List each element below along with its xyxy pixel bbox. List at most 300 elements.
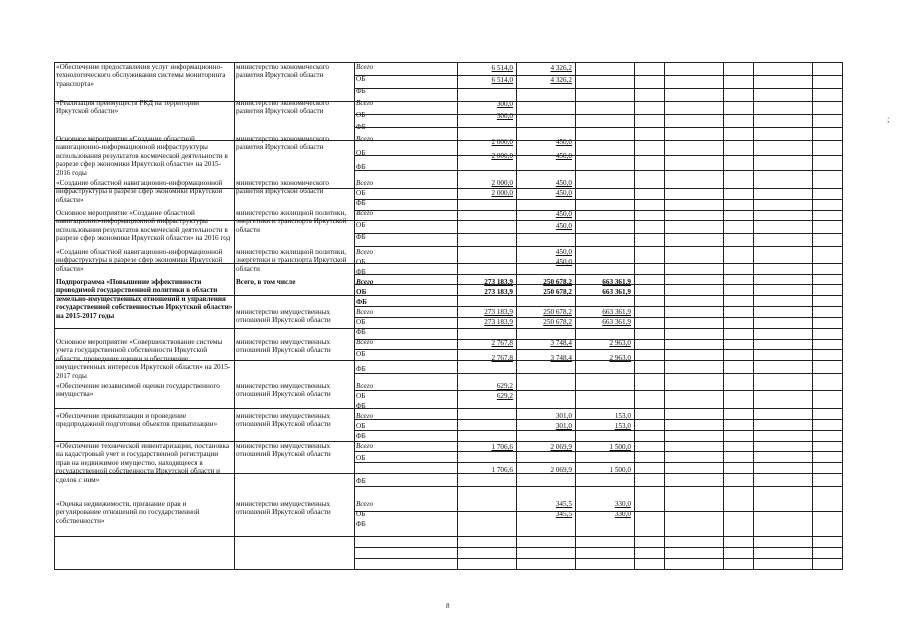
value-cell xyxy=(635,419,665,430)
executor-name: министерство жилищной политики, энергетики и транспорта Иркутской области xyxy=(236,209,347,234)
value-cell xyxy=(813,102,843,115)
value-cell xyxy=(635,547,665,558)
value-cell xyxy=(754,263,813,274)
value-cell xyxy=(458,547,517,558)
value-cell xyxy=(665,409,724,420)
value-cell xyxy=(576,474,635,487)
funding-source: ОБ xyxy=(356,111,366,119)
name-cell xyxy=(55,537,235,570)
value-cell xyxy=(517,558,576,569)
value-cell xyxy=(813,247,843,263)
value-cell xyxy=(754,558,813,569)
activity-name: «Создание областной навигационно-информационной инфраструктуры в разрезе сфер экономики Иркутской области» xyxy=(56,248,223,273)
value-cell xyxy=(754,409,813,420)
value-cell xyxy=(635,558,665,569)
executor-name: министерство экономического развития Иркутской области xyxy=(236,99,330,116)
value-cell xyxy=(813,221,843,234)
value-cell xyxy=(754,474,813,487)
value-cell xyxy=(458,210,517,221)
value-cell xyxy=(724,274,754,285)
value-cell xyxy=(576,558,635,569)
value-cell xyxy=(665,210,724,221)
value-cell xyxy=(724,361,754,374)
value-cell xyxy=(665,171,724,188)
value-cell xyxy=(665,188,724,199)
source-cell xyxy=(355,558,458,569)
value-cell xyxy=(665,463,724,474)
value-cell xyxy=(458,409,517,420)
amount-value: 250 678,2 xyxy=(543,308,572,316)
value-cell xyxy=(665,390,724,408)
value-cell xyxy=(458,452,517,463)
value-cell xyxy=(813,512,843,537)
amount-value: 153,0 xyxy=(614,422,631,430)
amount-value: 2 000,0 xyxy=(491,189,513,197)
value-cell xyxy=(724,199,754,210)
amount-value: 250 678,2 xyxy=(543,288,572,296)
value-cell xyxy=(724,102,754,115)
funding-source: Всего xyxy=(356,500,374,508)
value-cell xyxy=(665,328,724,339)
value-cell xyxy=(665,115,724,128)
amount-value: 450,0 xyxy=(555,258,572,266)
value-cell xyxy=(754,307,813,318)
value-cell xyxy=(813,463,843,474)
value-cell xyxy=(724,285,754,296)
funding-source: ОБ xyxy=(356,288,367,296)
amount-value: 450,0 xyxy=(555,138,572,146)
funding-source: ФБ xyxy=(356,233,366,241)
value-cell xyxy=(724,89,754,102)
value-cell xyxy=(635,328,665,339)
value-cell xyxy=(458,558,517,569)
funding-source: ОБ xyxy=(356,149,366,157)
executor-name: министерство экономического развития Иркутской области xyxy=(236,179,330,196)
activity-name: Основное мероприятие «Совершенствование системы учета государственной собственности Иркутской области, проведение оценки и обеспечение имущественных интересов Иркутской области» на 2015-2017 годы xyxy=(56,338,231,380)
value-cell xyxy=(635,430,665,441)
value-cell xyxy=(576,102,635,115)
funding-source: ОБ xyxy=(356,221,366,229)
value-cell xyxy=(754,296,813,307)
value-cell xyxy=(665,102,724,115)
value-cell xyxy=(665,234,724,247)
executor-name: министерство имущественных отношений Иркутской области xyxy=(236,500,331,517)
value-cell xyxy=(754,234,813,247)
value-cell xyxy=(813,339,843,350)
activity-name: «Обеспечение независимой оценки государственного имущества» xyxy=(56,382,220,399)
amount-value: 2 069,9 xyxy=(550,466,572,474)
value-cell xyxy=(576,234,635,247)
amount-value: 1 706,6 xyxy=(491,466,513,474)
value-cell xyxy=(458,361,517,374)
amount-value: 450,0 xyxy=(555,210,572,218)
value-cell xyxy=(576,76,635,89)
funding-source: Всего xyxy=(356,63,374,71)
value-cell xyxy=(724,452,754,463)
value-cell xyxy=(724,328,754,339)
amount-value: 273 183,9 xyxy=(484,288,513,296)
value-cell xyxy=(813,296,843,307)
value-cell xyxy=(665,247,724,263)
value-cell xyxy=(665,361,724,374)
page-number: 8 xyxy=(446,602,450,610)
value-cell xyxy=(635,234,665,247)
value-cell xyxy=(724,487,754,512)
value-cell xyxy=(724,188,754,199)
value-cell xyxy=(724,317,754,328)
value-cell xyxy=(635,487,665,512)
amount-value: 450,0 xyxy=(555,152,572,160)
value-cell xyxy=(665,558,724,569)
value-cell xyxy=(576,328,635,339)
value-cell xyxy=(665,199,724,210)
value-cell xyxy=(813,63,843,76)
value-cell xyxy=(754,156,813,171)
source-cell xyxy=(355,537,458,548)
value-cell xyxy=(576,156,635,171)
value-cell xyxy=(724,558,754,569)
value-cell xyxy=(517,328,576,339)
amount-value: 2 000,0 xyxy=(491,138,513,146)
amount-value: 6 514,0 xyxy=(491,64,513,72)
activity-name: «Обеспечение приватизации и проведение предпродажной подготовки объектов приватизации» xyxy=(56,412,218,429)
value-cell xyxy=(724,115,754,128)
value-cell xyxy=(813,285,843,296)
activity-name: «Обеспечение технической инвентаризации, постановка на кадастровый учет и государственной регистрации прав на недвижимое имущество, находящееся в государственной собственности Иркутской области и сделок с ним» xyxy=(56,442,230,484)
value-cell xyxy=(576,171,635,188)
value-cell xyxy=(458,247,517,263)
value-cell xyxy=(635,156,665,171)
value-cell xyxy=(724,234,754,247)
amount-value: 301,0 xyxy=(555,412,572,420)
executor-name: министерство имущественных отношений Иркутской области xyxy=(236,412,331,429)
amount-value: 1 706,6 xyxy=(491,443,513,451)
value-cell xyxy=(635,285,665,296)
value-cell xyxy=(635,63,665,76)
value-cell xyxy=(458,263,517,274)
value-cell xyxy=(813,141,843,156)
amount-value: 330,0 xyxy=(614,510,631,518)
value-cell xyxy=(754,487,813,512)
value-cell xyxy=(665,374,724,390)
funding-source: ФБ xyxy=(356,123,366,131)
value-cell xyxy=(576,199,635,210)
funding-source: ОБ xyxy=(356,392,366,400)
value-cell xyxy=(813,274,843,285)
value-cell xyxy=(754,419,813,430)
value-cell xyxy=(458,487,517,512)
source-cell xyxy=(355,547,458,558)
value-cell xyxy=(576,537,635,548)
value-cell xyxy=(458,296,517,307)
amount-value: 629,2 xyxy=(496,392,513,400)
value-cell xyxy=(724,156,754,171)
value-cell xyxy=(517,374,576,390)
value-cell xyxy=(754,199,813,210)
funding-source: ОБ xyxy=(356,422,366,430)
amount-value: 301,0 xyxy=(555,422,572,430)
value-cell xyxy=(724,512,754,537)
value-cell xyxy=(754,390,813,408)
source-cell xyxy=(355,463,458,474)
funding-source: ФБ xyxy=(356,402,366,410)
value-cell xyxy=(724,474,754,487)
amount-value: 4 326,2 xyxy=(550,64,572,72)
value-cell xyxy=(813,307,843,318)
amount-value: 450,0 xyxy=(555,248,572,256)
value-cell xyxy=(576,452,635,463)
value-cell xyxy=(813,430,843,441)
amount-value: 273 183,9 xyxy=(484,318,513,326)
value-cell xyxy=(517,296,576,307)
value-cell xyxy=(724,409,754,420)
value-cell xyxy=(813,441,843,452)
value-cell xyxy=(754,188,813,199)
value-cell xyxy=(754,63,813,76)
value-cell xyxy=(635,317,665,328)
value-cell xyxy=(754,512,813,537)
value-cell xyxy=(724,247,754,263)
value-cell xyxy=(517,474,576,487)
value-cell xyxy=(665,141,724,156)
amount-value: 345,5 xyxy=(555,500,572,508)
value-cell xyxy=(635,374,665,390)
amount-value: 6 514,0 xyxy=(491,76,513,84)
value-cell xyxy=(754,247,813,263)
funding-source: Всего xyxy=(356,209,374,217)
value-cell xyxy=(635,441,665,452)
amount-value: 330,0 xyxy=(614,500,631,508)
funding-source: ФБ xyxy=(356,432,366,440)
funding-source: ФБ xyxy=(356,477,366,485)
funding-source: Всего xyxy=(356,99,374,107)
value-cell xyxy=(813,390,843,408)
value-cell xyxy=(813,317,843,328)
amount-value: 153,0 xyxy=(614,412,631,420)
executor-name: министерство имущественных отношений Иркутской области xyxy=(236,308,331,325)
funding-source: Всего xyxy=(356,278,374,286)
value-cell xyxy=(754,76,813,89)
value-cell xyxy=(813,115,843,128)
value-cell xyxy=(724,307,754,318)
funding-source: Всего xyxy=(356,179,374,187)
value-cell xyxy=(635,141,665,156)
value-cell xyxy=(635,274,665,285)
value-cell xyxy=(517,102,576,115)
value-cell xyxy=(458,328,517,339)
activity-name: Основное мероприятие «Создание областной навигационно-информационной инфраструктуры использования результатов космической деятельности в разрезе сфер экономики Иркутской области» на 2015-2016 годы xyxy=(56,135,228,177)
funding-source: ФБ xyxy=(356,199,366,207)
amount-value: 2 767,8 xyxy=(491,354,513,362)
value-cell xyxy=(813,199,843,210)
value-cell xyxy=(635,263,665,274)
value-cell xyxy=(458,234,517,247)
value-cell xyxy=(724,374,754,390)
amount-value: 3 748,4 xyxy=(550,339,572,347)
value-cell xyxy=(754,102,813,115)
value-cell xyxy=(665,296,724,307)
funding-source: Всего xyxy=(356,338,374,346)
amount-value: 273 183,9 xyxy=(484,308,513,316)
value-cell xyxy=(576,141,635,156)
value-cell xyxy=(576,210,635,221)
value-cell xyxy=(635,307,665,318)
value-cell xyxy=(576,374,635,390)
value-cell xyxy=(576,247,635,263)
value-cell xyxy=(458,512,517,537)
value-cell xyxy=(754,463,813,474)
value-cell xyxy=(458,537,517,548)
value-cell xyxy=(635,296,665,307)
amount-value: 450,0 xyxy=(555,189,572,197)
funding-source: ФБ xyxy=(356,87,366,95)
value-cell xyxy=(665,419,724,430)
value-cell xyxy=(576,128,635,141)
value-cell xyxy=(813,487,843,512)
activity-name: Подпрограмма «Повышение эффективности проводимой государственной политики в области земельно-имущественных отношений и управления государственной собственностью Иркутской области» на 2015-2017 годы xyxy=(56,278,233,320)
funding-source: Всего xyxy=(356,442,374,450)
value-cell xyxy=(635,390,665,408)
value-cell xyxy=(724,263,754,274)
value-cell xyxy=(635,537,665,548)
executor-name: министерство имущественных отношений Иркутской области xyxy=(236,338,331,355)
amount-value: 2 963,0 xyxy=(609,339,631,347)
amount-value: 273 183,9 xyxy=(484,278,513,286)
value-cell xyxy=(517,390,576,408)
value-cell xyxy=(576,89,635,102)
value-cell xyxy=(813,537,843,548)
value-cell xyxy=(724,296,754,307)
value-cell xyxy=(754,339,813,350)
amount-value: 4 326,2 xyxy=(550,76,572,84)
value-cell xyxy=(754,452,813,463)
amount-value: 300,0 xyxy=(496,100,513,108)
value-cell xyxy=(813,474,843,487)
value-cell xyxy=(665,221,724,234)
amount-value: 1 500,0 xyxy=(609,443,631,451)
value-cell xyxy=(813,419,843,430)
amount-value: 663 361,9 xyxy=(602,288,631,296)
value-cell xyxy=(813,361,843,374)
value-cell xyxy=(813,547,843,558)
value-cell xyxy=(754,285,813,296)
value-cell xyxy=(635,339,665,350)
value-cell xyxy=(813,171,843,188)
funding-source: ОБ xyxy=(356,510,366,518)
amount-value: 3 748,4 xyxy=(550,354,572,362)
value-cell xyxy=(724,390,754,408)
value-cell xyxy=(724,63,754,76)
amount-value: 300,0 xyxy=(496,112,513,120)
value-cell xyxy=(813,210,843,221)
funding-source: Всего xyxy=(356,248,374,256)
value-cell xyxy=(635,76,665,89)
value-cell xyxy=(576,361,635,374)
value-cell xyxy=(813,350,843,361)
value-cell xyxy=(754,361,813,374)
value-cell xyxy=(665,156,724,171)
amount-value: 2 767,8 xyxy=(491,339,513,347)
value-cell xyxy=(517,89,576,102)
executor-name: министерство жилищной политики, энергетики и транспорта Иркутской области xyxy=(236,248,347,273)
value-cell xyxy=(813,89,843,102)
value-cell xyxy=(724,339,754,350)
value-cell xyxy=(517,199,576,210)
value-cell xyxy=(635,128,665,141)
value-cell xyxy=(813,558,843,569)
value-cell xyxy=(665,430,724,441)
value-cell xyxy=(517,115,576,128)
funding-source: Всего xyxy=(356,308,374,316)
value-cell xyxy=(576,547,635,558)
executor-name: министерство экономического развития Иркутской области xyxy=(236,63,330,80)
value-cell xyxy=(754,171,813,188)
funding-source: ОБ xyxy=(356,454,366,462)
executor-cell xyxy=(235,537,355,570)
value-cell xyxy=(665,339,724,350)
value-cell xyxy=(754,274,813,285)
value-cell xyxy=(458,430,517,441)
funding-source: ОБ xyxy=(356,189,366,197)
value-cell xyxy=(665,63,724,76)
value-cell xyxy=(458,221,517,234)
value-cell xyxy=(754,430,813,441)
value-cell xyxy=(724,463,754,474)
value-cell xyxy=(665,89,724,102)
value-cell xyxy=(665,487,724,512)
amount-value: 345,5 xyxy=(555,510,572,518)
value-cell xyxy=(635,350,665,361)
value-cell xyxy=(724,141,754,156)
amount-value: 663 361,9 xyxy=(602,278,631,286)
amount-value: 663 361,9 xyxy=(602,308,631,316)
value-cell xyxy=(517,537,576,548)
margin-mark: ; xyxy=(887,114,890,124)
value-cell xyxy=(754,537,813,548)
value-cell xyxy=(754,374,813,390)
value-cell xyxy=(754,89,813,102)
value-cell xyxy=(635,188,665,199)
activity-name: «Реализация преимуществ РКД на территории Иркутской области» xyxy=(56,99,199,116)
value-cell xyxy=(813,328,843,339)
value-cell xyxy=(813,374,843,390)
funding-source: ОБ xyxy=(356,258,366,266)
value-cell xyxy=(635,512,665,537)
value-cell xyxy=(458,474,517,487)
value-cell xyxy=(635,247,665,263)
funding-source: ОБ xyxy=(356,75,366,83)
value-cell xyxy=(665,285,724,296)
value-cell xyxy=(754,221,813,234)
value-cell xyxy=(724,210,754,221)
amount-value: 2 069,9 xyxy=(550,443,572,451)
value-cell xyxy=(813,76,843,89)
value-cell xyxy=(813,263,843,274)
activity-name: «Обеспечение предоставления услуг информационно-технологического обслуживания системы мониторинга транспорта» xyxy=(56,63,226,88)
value-cell xyxy=(576,188,635,199)
amount-value: 2 000,0 xyxy=(491,179,513,187)
value-cell xyxy=(665,350,724,361)
value-cell xyxy=(635,102,665,115)
value-cell xyxy=(724,547,754,558)
funding-source: ФБ xyxy=(356,520,366,528)
amount-value: 1 500,0 xyxy=(609,466,631,474)
activity-name: «Создание областной навигационно-информационной инфраструктуры в разрезе сфер экономики Иркутской области» xyxy=(56,179,223,204)
value-cell xyxy=(635,210,665,221)
value-cell xyxy=(813,409,843,420)
value-cell xyxy=(635,452,665,463)
value-cell xyxy=(517,452,576,463)
